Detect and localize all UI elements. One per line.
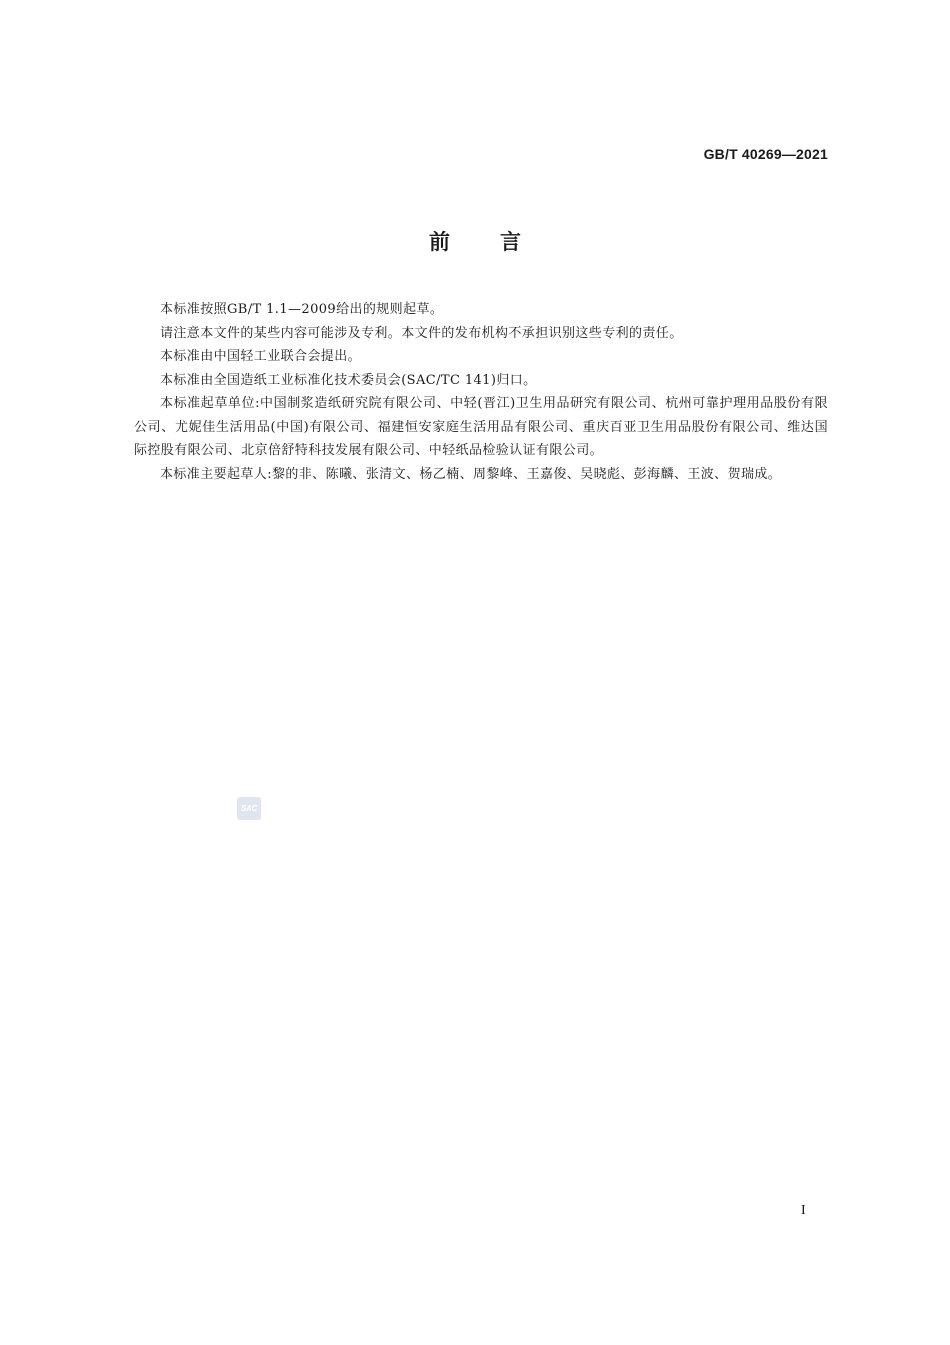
paragraph-main-drafters: 本标准主要起草人:黎的非、陈曦、张清文、杨乙楠、周黎峰、王嘉俊、吴晓彪、彭海麟、王波、贺瑞成。 xyxy=(160,466,782,482)
page-number: I xyxy=(801,1203,806,1218)
foreword-body xyxy=(134,298,828,486)
standard-number: GB/T 40269—2021 xyxy=(703,146,828,162)
sac-watermark-logo: SAC xyxy=(237,797,261,820)
paragraph-drafting-organizations: 本标准起草单位:中国制浆造纸研究院有限公司、中轻(晋江)卫生用品研究有限公司、杭州可靠护理用品股份有限公司、尤妮佳生活用品(中国)有限公司、福建恒安家庭生活用品有限公司、重庆百亚卫生用品股份有限公司、维达国际控股有限公司、北京倍舒特科技发展有限公司、中轻纸品检验认证有限公司。 xyxy=(134,396,828,458)
paragraph-drafting-rules: 本标准按照GB/T 1.1—2009给出的规则起草。 xyxy=(160,302,444,317)
paragraph-proposer: 本标准由中国轻工业联合会提出。 xyxy=(160,349,362,364)
paragraph-patent-notice: 请注意本文件的某些内容可能涉及专利。本文件的发布机构不承担识别这些专利的责任。 xyxy=(160,325,683,341)
paragraph-technical-committee: 本标准由全国造纸工业标准化技术委员会(SAC/TC 141)归口。 xyxy=(160,372,537,388)
page-title: 前言 xyxy=(429,230,571,254)
